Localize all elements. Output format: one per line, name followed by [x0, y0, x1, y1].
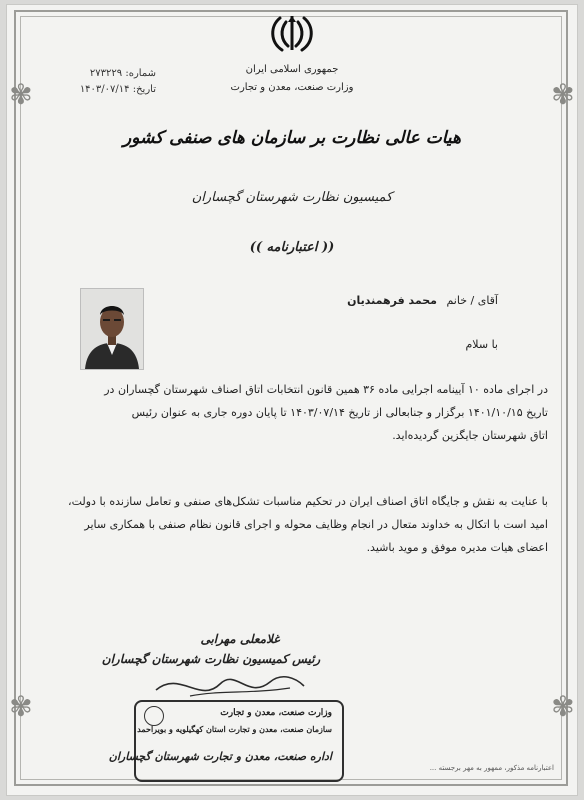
footnote: اعتبارنامه مذکور، ممهور به مهر برجسته ... — [429, 764, 554, 772]
official-stamp — [108, 700, 344, 782]
header-country: جمهوری اسلامی ایران — [245, 64, 339, 75]
iran-emblem-icon — [266, 12, 318, 56]
paragraph-wishes — [28, 490, 548, 559]
stamp-line-province: سازمان صنعت، معدن و تجارت استان کهگیلویه و بویراحمد — [137, 724, 332, 734]
document-title: هیات عالی نظارت بر سازمان های صنفی کشور — [123, 128, 461, 148]
floral-ornament-icon: ✾ — [551, 78, 575, 111]
floral-ornament-icon: ✾ — [9, 690, 33, 723]
paragraph-appointment-line: در اجرای ماده ۱۰ آیینامه اجرایی ماده ۳۶ همین قانون انتخابات اتاق اصناف شهرستان گچساران در — [104, 383, 548, 396]
greeting: با سلام — [465, 338, 498, 351]
document-date-value: ۱۴۰۳/۰۷/۱۴ — [79, 84, 130, 95]
document-date-label: تاریخ: — [132, 84, 156, 95]
signatory-title: رئیس کمیسیون نظارت شهرستان گچساران — [101, 652, 321, 666]
document-subtitle: کمیسیون نظارت شهرستان گچساران — [191, 190, 393, 205]
paragraph-wishes-line: امید است با اتکال به خداوند متعال در انجام وظایف محوله و اجرای قانون نظام صنفی با همکاری سایر — [84, 518, 548, 531]
stamp-line-ministry: وزارت صنعت، معدن و تجارت — [220, 708, 332, 718]
document-number-label: شماره: — [125, 68, 156, 79]
paragraph-wishes-line: با عنایت به نقش و جایگاه اتاق اصناف ایران در تحکیم مناسبات تشکل‌های صنفی و تعامل سازنده با دولت، — [68, 495, 548, 508]
addressee-name: محمد فرهمندیان — [347, 294, 437, 307]
document-number-value: ۲۷۳۲۲۹ — [89, 68, 123, 79]
signatory-name: غلامعلی مهرابی — [200, 632, 280, 646]
addressee-line — [347, 294, 498, 307]
stamp-line-office: اداره صنعت، معدن و تجارت شهرستان گچساران — [108, 750, 332, 763]
paragraph-appointment-line: اتاق شهرستان جایگزین گردیده‌اید. — [392, 429, 548, 442]
floral-ornament-icon: ✾ — [551, 690, 575, 723]
portrait-photo — [80, 288, 144, 370]
paragraph-appointment-line: تاریخ ۱۴۰۱/۱۰/۱۵ برگزار و جنابعالی از تاریخ ۱۴۰۳/۰۷/۱۴ تا پایان دوره جاری به عنوان رئیس — [131, 406, 548, 419]
document-number — [90, 68, 156, 79]
document-date — [80, 84, 156, 95]
addressee-prefix: آقای / خانم — [446, 294, 498, 307]
paragraph-wishes-line: اعضای هیات مدیره موفق و موید باشید. — [366, 541, 548, 554]
stamp-seal-icon — [144, 706, 164, 726]
document-type: (( اعتبارنامه )) — [249, 240, 335, 255]
floral-ornament-icon: ✾ — [9, 78, 33, 111]
header-ministry: وزارت صنعت، معدن و تجارت — [230, 82, 354, 93]
paragraph-appointment — [28, 378, 548, 447]
